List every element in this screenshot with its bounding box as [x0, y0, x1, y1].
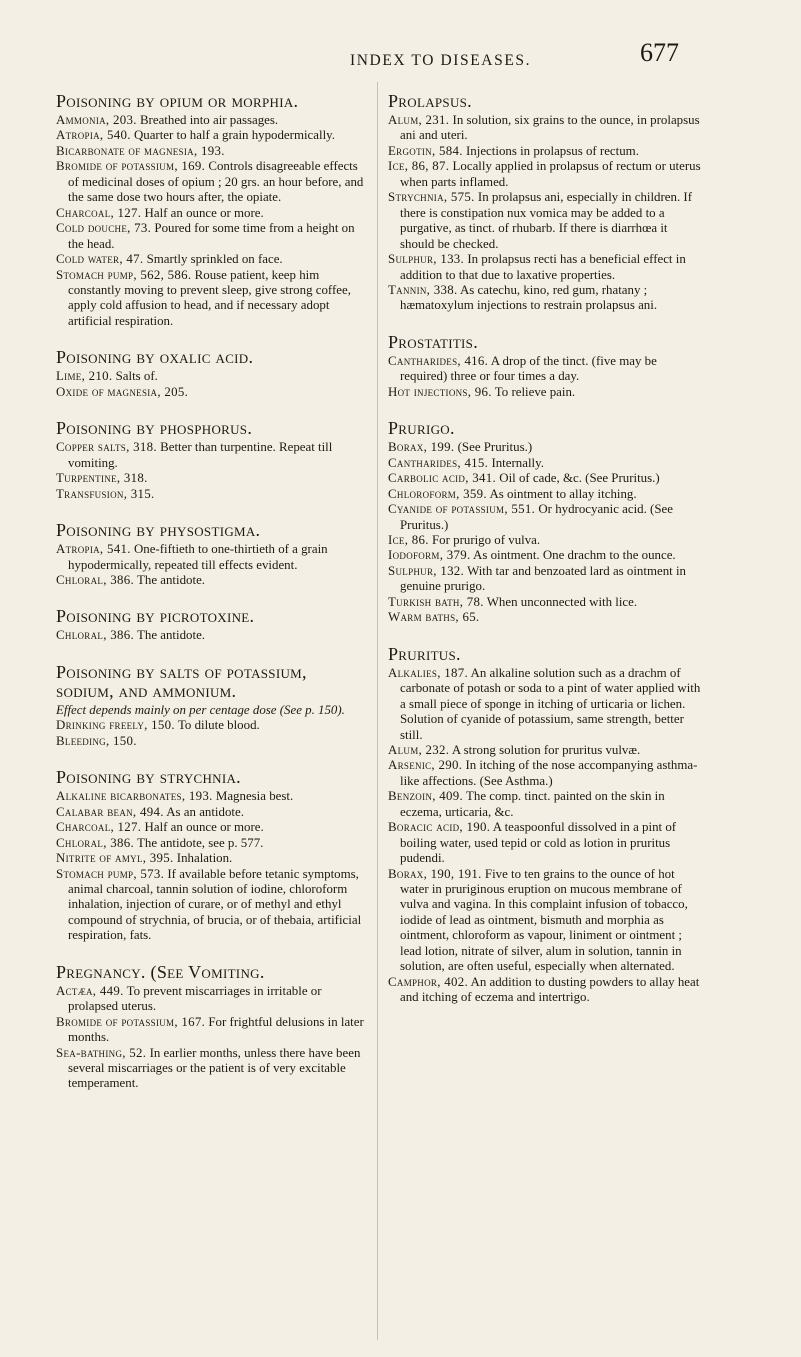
index-entry — [388, 471, 702, 486]
remedy-name: Cyanide of potassium, 551. — [388, 502, 536, 517]
entry-text: As ointment to allay itching. — [489, 486, 637, 501]
entry-text: A teaspoonful dissolved in a pint of boiling water, used tepid or cold as lotion in pruritus pudendi. — [400, 820, 677, 866]
index-entry — [56, 159, 364, 205]
index-entry — [56, 128, 364, 143]
index-entry — [56, 113, 364, 128]
remedy-name: Bromide of potassium, 169. — [56, 159, 206, 174]
right-column — [388, 92, 702, 1025]
remedy-name: Calabar bean, 494. — [56, 804, 164, 819]
index-entry — [388, 666, 702, 743]
index-section — [388, 419, 702, 625]
entry-text: Salts of. — [115, 369, 158, 384]
section-heading: Poisoning by oxalic acid. — [56, 347, 254, 368]
column-divider — [377, 82, 378, 1340]
remedy-name: Oxide of magnesia, 205. — [56, 384, 189, 399]
entry-text: As an antidote. — [166, 804, 244, 819]
entry-text: Half an ounce or more. — [144, 820, 264, 835]
remedy-name: Tannin, 338. — [388, 282, 458, 297]
entry-text: Breathed into air passages. — [139, 113, 279, 127]
index-entry — [56, 1046, 364, 1092]
remedy-name: Carbolic acid, 341. — [388, 471, 497, 486]
entry-text: Five to ten grains to the ounce of hot water in pruriginous eruption on mucous membrane of vulva and vagina. In this complaint infusion of tobacco, iodide of lead as ointment, bismuth and morphia as ointment, chloroform as vapour, liniment or ointment ; lead lotion, nitrate of silver, alum in solution, tannin in solution, are often useful, especially when alternated. — [400, 866, 688, 974]
entry-text: An addition to dusting powders to allay heat and itching of eczema and intertrigo. — [400, 974, 700, 1005]
index-entry — [56, 573, 364, 588]
index-entry — [56, 252, 364, 267]
index-entry — [388, 610, 702, 625]
entry-text: Internally. — [491, 455, 544, 470]
index-entry — [388, 440, 702, 455]
index-entry — [56, 851, 364, 866]
remedy-name: Nitrite of amyl, 395. — [56, 851, 174, 866]
entry-text: Quarter to half a grain hypodermically. — [133, 128, 335, 143]
index-entry — [388, 548, 702, 563]
remedy-name: Alum, 231. — [388, 113, 450, 127]
remedy-name: Actæa, 449. — [56, 983, 124, 998]
entry-text: Controls disagreeable effects of medicinal doses of opium ; 20 grs. an hour before, and the same dose two hours after, the opiate. — [68, 159, 364, 205]
entry-text: Oil of cade, &c. (See Pruritus.) — [499, 471, 660, 486]
remedy-name: Bromide of potassium, 167. — [56, 1014, 206, 1029]
remedy-name: Atropia, 540. — [56, 128, 131, 143]
index-entry — [56, 805, 364, 820]
remedy-name: Strychnia, 575. — [388, 190, 475, 205]
section-heading: Poisoning by phosphorus. — [56, 418, 253, 439]
remedy-name: Charcoal, 127. — [56, 820, 142, 835]
entry-text: The antidote. — [137, 572, 206, 587]
remedy-name: Charcoal, 127. — [56, 205, 142, 220]
entry-text: Injections in prolapsus of rectum. — [466, 143, 639, 158]
remedy-name: Alkaline bicarbonates, 193. — [56, 789, 213, 804]
section-heading: Poisoning by opium or morphia. — [56, 91, 299, 111]
index-section — [56, 419, 364, 502]
index-entry — [56, 206, 364, 221]
entry-text: A drop of the tinct. (five may be required) three or four times a day. — [400, 353, 657, 384]
index-entry — [56, 734, 364, 749]
index-entry — [388, 144, 702, 159]
remedy-name: Cantharides, 416. — [388, 353, 489, 368]
index-entry — [388, 283, 702, 314]
index-entry — [56, 628, 364, 643]
index-section — [388, 92, 702, 314]
remedy-name: Sea-bathing, 52. — [56, 1045, 147, 1060]
page-number: 677 — [640, 38, 679, 67]
section-heading: Pruritus. — [388, 643, 461, 664]
entry-text: For prurigo of vulva. — [432, 532, 541, 547]
index-entry — [56, 1015, 364, 1046]
remedy-name: Cold water, 47. — [56, 252, 144, 267]
entry-text: An alkaline solution such as a drachm of carbonate of potash or soda to a pint of water applied with a small piece of sponge in itching of urticaria or lichen. Solution of cyanide of potassium, same strength, better still. — [400, 665, 701, 742]
remedy-name: Copper salts, 318. — [56, 440, 157, 455]
entry-text: To prevent miscarriages in irritable or prolapsed uterus. — [68, 983, 322, 1014]
index-entry — [56, 471, 364, 486]
index-section — [56, 521, 364, 588]
remedy-name: Bleeding, 150. — [56, 733, 137, 748]
index-entry — [388, 354, 702, 385]
index-entry — [388, 789, 702, 820]
entry-text: In earlier months, unless there have been several miscarriages or the patient is of very excitable temperament. — [68, 1045, 361, 1091]
entry-text: Magnesia best. — [215, 789, 294, 804]
entry-text: To relieve pain. — [494, 384, 576, 399]
remedy-name: Atropia, 541. — [56, 542, 131, 557]
remedy-name: Stomach pump, 573. — [56, 866, 165, 881]
index-section — [56, 607, 364, 643]
entry-text: The antidote. — [137, 628, 206, 643]
entry-text: (See Pruritus.) — [457, 440, 533, 455]
section-note: Effect depends mainly on per centage dose (See p. 150). — [56, 702, 345, 717]
remedy-name: Lime, 210. — [56, 369, 113, 384]
index-entry — [56, 385, 364, 400]
remedy-name: Chloral, 386. — [56, 572, 134, 587]
index-entry — [56, 221, 364, 252]
remedy-name: Sulphur, 132. — [388, 563, 465, 578]
index-section — [388, 333, 702, 400]
index-section — [56, 348, 364, 400]
index-entry — [56, 789, 364, 804]
remedy-name: Alum, 232. — [388, 742, 450, 757]
index-entry — [388, 385, 702, 400]
remedy-name: Boracic acid, 190. — [388, 820, 491, 835]
entry-text: In itching of the nose accompanying asthma-like affections. (See Asthma.) — [400, 758, 698, 788]
entry-text: For frightful delusions in later months. — [68, 1014, 364, 1045]
remedy-name: Turpentine, 318. — [56, 471, 148, 486]
entry-text: With tar and benzoated lard as ointment in genuine prurigo. — [400, 563, 686, 594]
index-entry — [56, 820, 364, 835]
index-section — [56, 92, 364, 329]
entry-text: Poured for some time from a height on the head. — [68, 221, 355, 251]
section-heading: Prostatitis. — [388, 331, 479, 352]
entry-text: Locally applied in prolapsus of rectum or uterus when parts inflamed. — [400, 159, 701, 189]
index-entry — [56, 836, 364, 851]
remedy-name: Ice, 86. — [388, 532, 429, 547]
index-entry — [388, 502, 702, 533]
entry-text: The antidote, see p. 577. — [137, 835, 264, 850]
index-entry — [388, 758, 702, 789]
remedy-name: Ice, 86, 87. — [388, 159, 450, 174]
index-entry — [388, 252, 702, 283]
entry-text: Inhalation. — [176, 851, 233, 866]
index-entry — [56, 268, 364, 330]
running-head — [0, 20, 801, 69]
remedy-name: Alkalies, 187. — [388, 665, 469, 680]
section-heading: Poisoning by picrotoxine. — [56, 606, 255, 627]
remedy-name: Borax, 190, 191. — [388, 866, 482, 881]
left-column — [56, 92, 364, 1111]
entry-text: One-fiftieth to one-thirtieth of a grain hypodermically, repeated till effects evident. — [68, 542, 328, 572]
remedy-name: Iodoform, 379. — [388, 548, 471, 563]
index-entry — [388, 190, 702, 252]
entry-text: When unconnected with lice. — [486, 594, 638, 609]
index-entry — [56, 144, 364, 159]
section-heading: Prurigo. — [388, 418, 455, 439]
remedy-name: Benzoin, 409. — [388, 789, 463, 804]
section-heading: Poisoning by strychnia. — [56, 767, 241, 788]
index-entry — [388, 743, 702, 758]
remedy-name: Borax, 199. — [388, 440, 455, 455]
index-section — [56, 663, 364, 749]
remedy-name: Transfusion, 315. — [56, 486, 155, 501]
index-entry — [56, 867, 364, 944]
index-entry — [388, 487, 702, 502]
entry-text: As catechu, kino, red gum, rhatany ; hæmatoxylum injections to restrain prolapsus ani. — [400, 282, 658, 313]
entry-text: To dilute blood. — [177, 718, 260, 733]
section-heading: Prolapsus. — [388, 91, 472, 111]
index-entry — [388, 159, 702, 190]
entry-text: In solution, six grains to the ounce, in prolapsus ani and uteri. — [400, 113, 700, 143]
remedy-name: Camphor, 402. — [388, 974, 469, 989]
remedy-name: Cold douche, 73. — [56, 221, 152, 236]
section-heading: Pregnancy. (See Vomiting. — [56, 961, 265, 982]
index-entry — [388, 533, 702, 548]
index-entry — [56, 984, 364, 1015]
remedy-name: Sulphur, 133. — [388, 252, 465, 267]
remedy-name: Chloral, 386. — [56, 628, 134, 643]
index-entry — [388, 564, 702, 595]
index-entry — [56, 440, 364, 471]
index-entry — [388, 975, 702, 1006]
entry-text: Rouse patient, keep him constantly moving to prevent sleep, give strong coffee, apply cold affusion to head, and if necessary adopt artificial respiration. — [68, 267, 351, 328]
remedy-name: Stomach pump, 562, 586. — [56, 267, 192, 282]
remedy-name: Warm baths, 65. — [388, 610, 480, 625]
index-entry — [388, 456, 702, 471]
entry-text: As ointment. One drachm to the ounce. — [473, 548, 676, 563]
remedy-name: Bicarbonate of magnesia, 193. — [56, 143, 225, 158]
entry-text: Half an ounce or more. — [144, 205, 264, 220]
index-entry — [56, 542, 364, 573]
index-section — [56, 963, 364, 1092]
entry-text: A strong solution for pruritus vulvæ. — [451, 742, 641, 757]
entry-text: The comp. tinct. painted on the skin in eczema, urticaria, &c. — [400, 789, 665, 819]
section-heading: Poisoning by physostigma. — [56, 520, 261, 541]
remedy-name: Chloral, 386. — [56, 835, 134, 850]
index-entry — [56, 487, 364, 502]
remedy-name: Cantharides, 415. — [388, 455, 489, 470]
entry-text: Or hydrocyanic acid. (See Pruritus.) — [400, 502, 673, 532]
remedy-name: Hot injections, 96. — [388, 384, 492, 399]
entry-text: If available before tetanic symptoms, animal charcoal, tannin solution of iodine, chloroform inhalation, injection of curare, or of methyl and ethyl compound of strychnia, of brucia, or of thebaia, artificial respiration, fats. — [68, 866, 362, 943]
remedy-name: Ammonia, 203. — [56, 113, 137, 127]
index-entry — [388, 113, 702, 144]
entry-text: In prolapsus ani, especially in children. If there is constipation nux vomica may be added to a purgative, as tinct. of rhubarb. If there is diarrhœa it should be checked. — [400, 190, 692, 251]
running-title: INDEX TO DISEASES. — [350, 52, 532, 69]
index-entry — [388, 820, 702, 866]
section-heading: Poisoning by salts of potassium, sodium, and ammonium. — [56, 661, 307, 701]
entry-text: Better than turpentine. Repeat till vomiting. — [68, 440, 333, 470]
index-section — [388, 645, 702, 1006]
entry-text: Smartly sprinkled on face. — [146, 252, 283, 267]
remedy-name: Chloroform, 359. — [388, 486, 487, 501]
remedy-name: Turkish bath, 78. — [388, 594, 484, 609]
index-section — [56, 768, 364, 944]
remedy-name: Arsenic, 290. — [388, 758, 463, 773]
index-entry — [388, 595, 702, 610]
remedy-name: Ergotin, 584. — [388, 143, 463, 158]
remedy-name: Drinking freely, 150. — [56, 718, 175, 733]
index-entry — [56, 369, 364, 384]
index-entry — [388, 867, 702, 975]
index-entry — [56, 718, 364, 733]
entry-text: In prolapsus recti has a beneficial effect in addition to that due to laxative properties. — [400, 252, 686, 282]
